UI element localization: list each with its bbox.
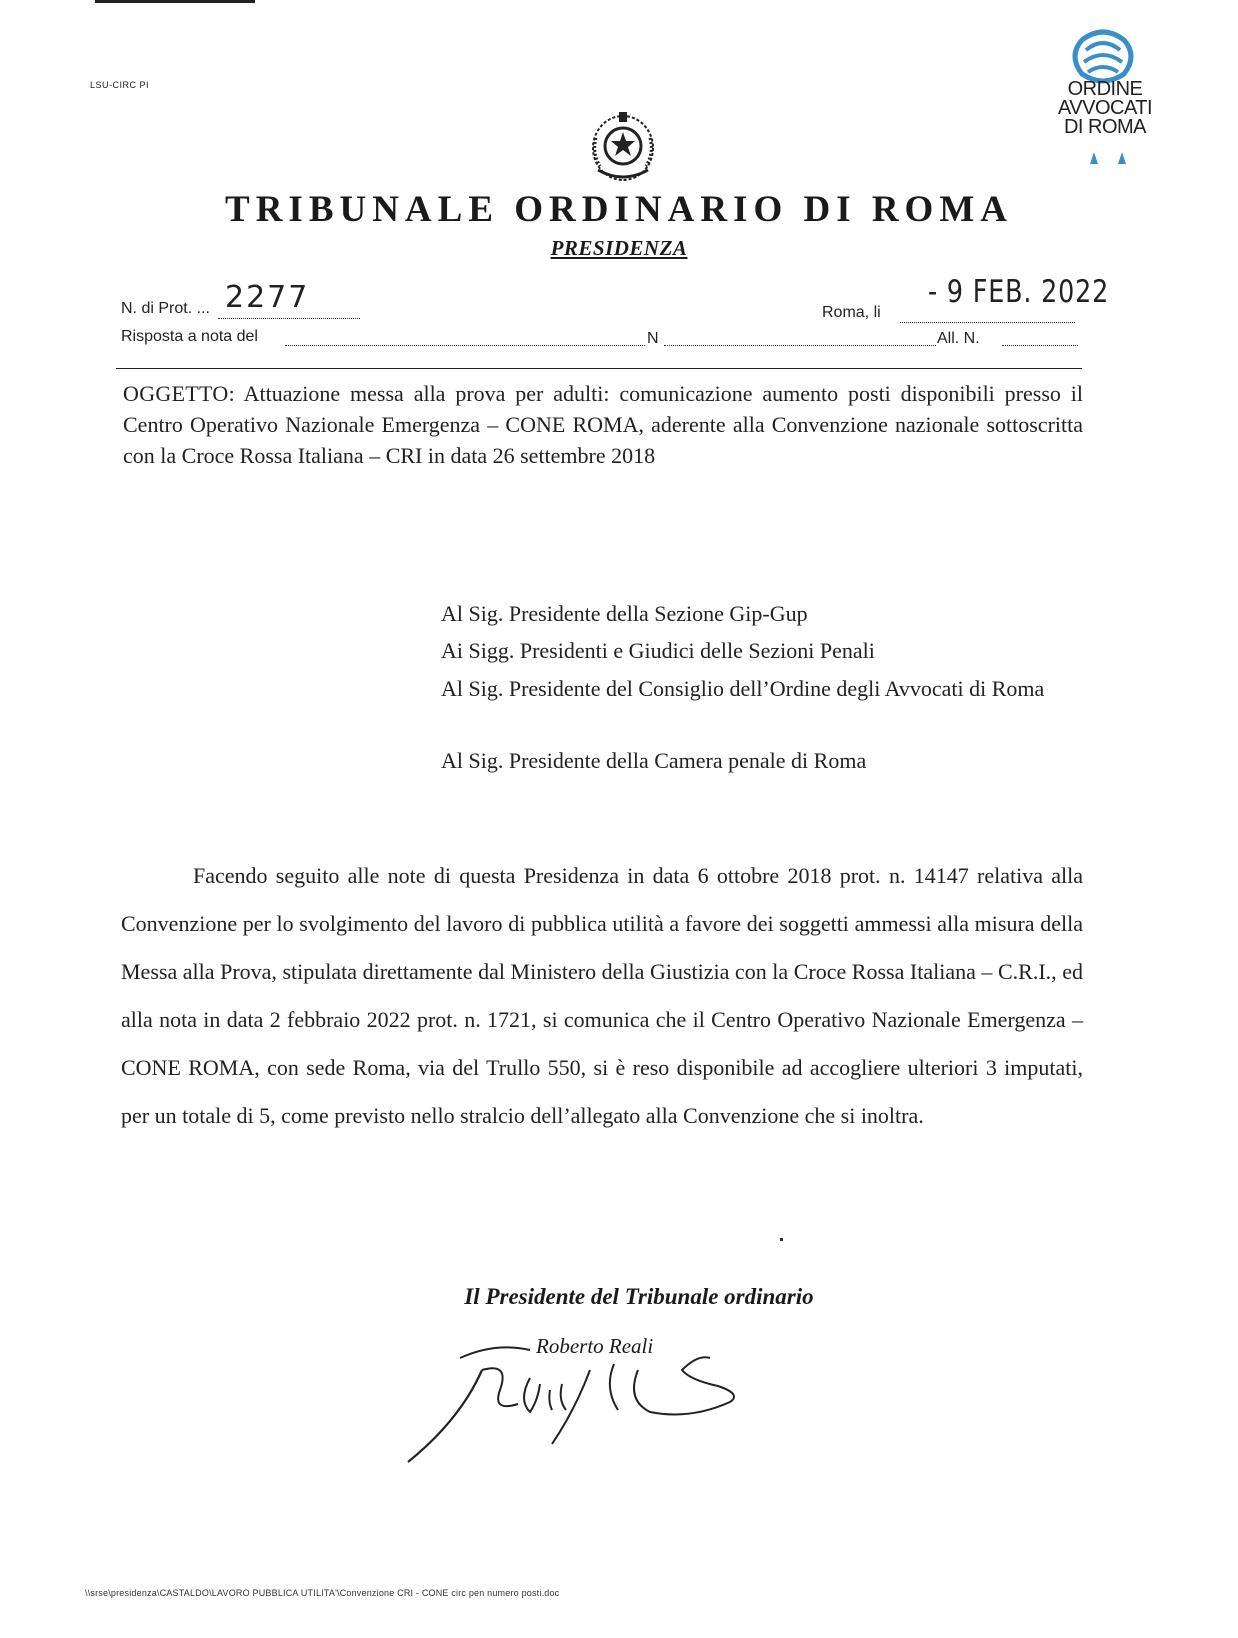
subject-label: OGGETTO: — [123, 381, 235, 406]
logo-line-2: AVVOCATI — [1057, 97, 1153, 119]
signatory-name: Roberto Reali — [536, 1334, 654, 1358]
n-label: N — [647, 330, 659, 347]
top-scan-line — [95, 0, 255, 3]
n-dotted-line — [664, 345, 936, 346]
separator-line — [116, 368, 1082, 369]
file-path-footer: \\srse\presidenza\CASTALDO\LAVORO PUBBLICA UTILITA'\Convenzione CRI - CONE circ pen numero posti.doc — [85, 1588, 560, 1598]
logo-line-3: DI ROMA — [1063, 116, 1147, 138]
attachments-label: All. N. — [937, 330, 980, 347]
office-name: PRESIDENZA — [550, 236, 688, 260]
date-dotted-line — [900, 322, 1075, 323]
logo-triangles-icon — [1088, 152, 1128, 164]
italian-republic-emblem-icon — [588, 108, 658, 184]
subject-text: Attuazione messa alla prova per adulti: comunicazione aumento posti disponibili presso il Centro Operativo Nazionale Emergenza – CONE ROMA, aderente alla Convenzione nazionale sottoscritta con la Croce Rossa Italiana – CRI in data 26 settembre 2018 — [123, 381, 1083, 468]
recipient-4: Al Sig. Presidente della Camera penale di Roma — [441, 748, 867, 773]
recipient-3: Al Sig. Presidente del Consiglio dell’Ordine degli Avvocati di Roma — [441, 676, 1045, 701]
protocol-number: 2277 — [225, 280, 310, 315]
protocol-date: - 9 FEB. 2022 — [928, 274, 1110, 310]
document-code: LSU-CIRC PI — [90, 80, 150, 90]
body-text — [121, 852, 1083, 1140]
court-name: TRIBUNALE ORDINARIO DI ROMA — [225, 189, 1013, 230]
signature-title: Il Presidente del Tribunale ordinario — [464, 1284, 814, 1309]
recipient-1: Al Sig. Presidente della Sezione Gip-Gup — [441, 601, 808, 626]
recipient-2: Ai Sigg. Presidenti e Giudici delle Sezioni Penali — [441, 638, 875, 663]
body-paragraph: Facendo seguito alle note di questa Presidenza in data 6 ottobre 2018 prot. n. 14147 relativa alla Convenzione per lo svolgimento del lavoro di pubblica utilità a favore dei soggetti ammessi alla misura della Messa alla Prova, stipulata direttamente dal Ministero della Giustizia con la Croce Rossa Italiana – C.R.I., ed alla nota in data 2 febbraio 2022 prot. n. 1721, si comunica che il Centro Operativo Nazionale Emergenza – CONE ROMA, con sede Roma, via del Trullo 550, si è reso disponibile ad accogliere ulteriori 3 imputati, per un totale di 5, come previsto nello stralcio dell’allegato alla Convenzione che si inoltra. — [121, 863, 1083, 1128]
attachments-dotted-line — [1002, 345, 1078, 346]
reply-label: Risposta a nota del — [121, 328, 258, 345]
handwritten-signature — [400, 1340, 780, 1480]
ordine-avvocati-logo — [1040, 28, 1170, 168]
protocol-label: N. di Prot. ... — [121, 300, 210, 317]
logo-line-1: ORDINE — [1067, 78, 1143, 100]
protocol-dotted-line — [218, 318, 360, 319]
subject — [123, 378, 1083, 471]
place-label: Roma, li — [822, 304, 881, 321]
logo-text — [1040, 80, 1170, 137]
stray-mark — [780, 1238, 783, 1241]
reply-dotted-line — [285, 345, 645, 346]
